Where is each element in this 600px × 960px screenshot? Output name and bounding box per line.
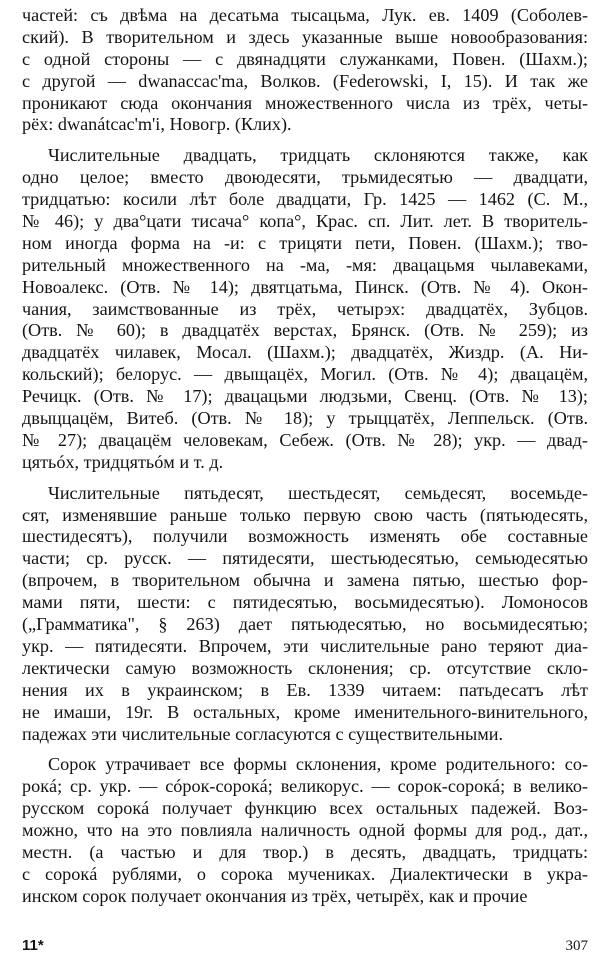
paragraph — [22, 483, 588, 746]
text-line: ном иногда форма на -и: с трицяти пети, Повен. (Шахм.); тво- — [22, 232, 588, 253]
text-line: можно, что на это повлияла наличность одной формы для род., дат., — [22, 820, 588, 841]
text-line: русском сорокá получает функцию всех остальных падежей. Воз- — [22, 798, 588, 819]
text-line: № 27); двацацём человекам, Себеж. (Отв. № 28); укр. — двад- — [22, 429, 588, 450]
text-line: двадцатёх чилавек, Мосал. (Шахм.); двадцатёх, Жиздр. (А. Ни- — [22, 342, 588, 363]
text-line: части; ср. русск. — пятидесяти, шестьюдесятью, семьюдесятью — [22, 548, 588, 569]
text-line: тридцатью: косили лѣт боле двадцати, Гр. 1425 — 1462 (С. М., — [22, 189, 588, 210]
text-line: шестидесятъ), получили возможность изменять обе составные — [22, 526, 588, 547]
text-line: Числительные двадцать, тридцать склоняются также, как — [48, 145, 588, 166]
text-line: падежах эти числительные согласуются с существительными. — [22, 723, 504, 744]
text-line: Числительные пятьдесят, шестьдесят, семьдесят, восемьде- — [48, 482, 588, 503]
paragraph — [22, 754, 588, 907]
text-line: рительный множественного на -ма, -мя: двацацьмя чылавеками, — [22, 254, 588, 275]
paragraph — [22, 5, 588, 136]
text-line: с сорокá рублями, о сорока мучениках. Диалектически в укра- — [22, 863, 588, 884]
paragraph — [22, 145, 588, 473]
page-number: 307 — [565, 938, 588, 954]
text-line: сят, изменявшие раньше только первую свою часть (пятьюдесять, — [22, 504, 588, 525]
text-line: Речицк. (Отв. № 17); двацацьми людзьми, Свенц. (Отв. № 13); — [22, 386, 588, 407]
text-line: одно целое; вместо двоюдесяти, трьмидесятью — двадцати, — [22, 167, 588, 188]
text-line: лектически самую возможность склонения; ср. отсутствие скло- — [22, 657, 588, 678]
text-line: не имаши, 19г. В остальных, кроме именительного-винительного, — [22, 701, 588, 722]
text-line: проникают сюда окончания множественного числа из трёх, четы- — [22, 92, 588, 113]
text-line: № 46); у два°цати тисача° копа°, Крас. сп. Лит. лет. В творитель- — [22, 211, 588, 232]
body-text — [22, 5, 588, 908]
text-line: („Грамматика", § 263) дает пятьюдесятью, но восьмидесятью; — [22, 614, 588, 635]
text-line: Сорок утрачивает все формы склонения, кроме родительного: со- — [48, 754, 588, 775]
text-line: инском сорок получает окончания из трёх, четырёх, как и прочие — [22, 885, 528, 906]
text-line: местн. (а частью и для твор.) в десять, двадцать, тридцать: — [22, 841, 588, 862]
text-line: ский). В творительном и здесь указанные выше новообразования: — [22, 26, 588, 47]
text-line: частей: съ двѣма на десатьма тысацьма, Лук. ев. 1409 (Соболев- — [22, 5, 588, 25]
page-footer — [22, 936, 588, 956]
text-line: нения их в украинском; в Ев. 1339 читаем: патьдесатъ лѣт — [22, 679, 588, 700]
text-line: мами пяти, шести: с пятидесятью, восьмидесятью). Ломоносов — [22, 592, 588, 613]
text-line: с одной стороны — с двянадцяти служанками, Повен. (Шахм.); — [22, 48, 588, 69]
text-line: (впрочем, в творительном обычна и замена пятью, шестью фор- — [22, 570, 588, 591]
printer-signature-mark: 11* — [22, 937, 44, 954]
text-line: рокá; ср. укр. — сóрок-сорокá; великорус. — сорок-сорокá; в велико- — [22, 776, 588, 797]
text-line: кольский); белорус. — двыщацёх, Могил. (Отв. № 4); двацацём, — [22, 364, 588, 385]
text-line: рёх: dwanátcac'm'i, Новогр. (Клих). — [22, 114, 292, 135]
text-line: (Отв. № 60); в двадцатёх верстах, Брянск. (Отв. № 259); из — [22, 320, 588, 341]
text-line: двыццацём, Витеб. (Отв. № 18); у трыццатёх, Леппельск. (Отв. — [22, 408, 588, 429]
text-line: укр. — пятидесяти. Впрочем, эти числительные рано теряют диа- — [22, 635, 588, 656]
text-line: Новоалекс. (Отв. № 14); двятцатьма, Пинск. (Отв. № 4). Окон- — [22, 276, 588, 297]
text-line: цятьóх, тридцятьóм и т. д. — [22, 451, 224, 472]
text-line: с другой — dwanaccac'ma, Волков. (Federowski, I, 15). И так же — [22, 70, 588, 91]
text-line: чания, заимствованные из трёх, четырэх: двадцатёх, Зубцов. — [22, 298, 588, 319]
